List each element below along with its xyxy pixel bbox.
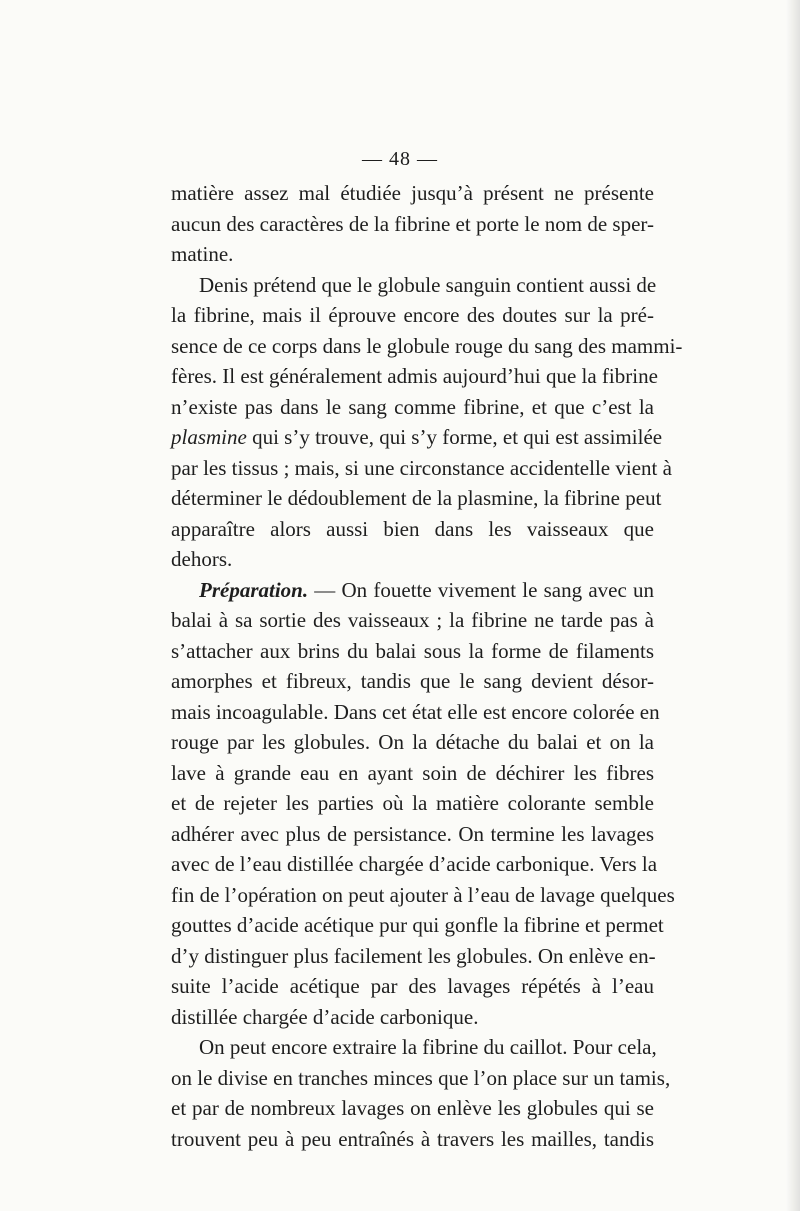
line-text: mais incoagulable. Dans cet état elle est encore colorée en	[171, 699, 660, 724]
section-heading: Préparation.	[199, 577, 309, 602]
text-line	[171, 178, 654, 209]
text-line	[171, 392, 654, 423]
text-line	[171, 727, 654, 758]
line-text: adhérer avec plus de persistance. On termine les lavages	[171, 821, 654, 846]
text-line	[171, 1093, 654, 1124]
text-line	[171, 910, 664, 941]
text-line	[171, 575, 654, 606]
line-text: On peut encore extraire la fibrine du caillot. Pour cela,	[199, 1035, 657, 1059]
text-line	[171, 758, 654, 789]
text-line	[171, 331, 683, 362]
line-text: matière assez mal étudiée jusqu’à présent ne présente	[171, 181, 654, 205]
line-text: gouttes d’acide acétique pur qui gonfle la fibrine et permet	[171, 913, 664, 937]
text-line	[171, 544, 654, 575]
text-line	[171, 239, 654, 270]
line-text: et par de nombreux lavages on enlève les globules qui se	[171, 1096, 654, 1120]
text-line	[171, 422, 663, 453]
line-text: matine.	[171, 242, 234, 266]
line-text: et de rejeter les parties où la matière colorante semble	[171, 791, 654, 815]
text-line	[171, 1063, 671, 1094]
text-line	[171, 1032, 657, 1063]
text-line	[171, 849, 658, 880]
line-text: balai à sa sortie des vaisseaux ; la fibrine ne tarde pas à	[171, 608, 654, 632]
line-text: par les tissus ; mais, si une circonstance accidentelle vient à	[171, 455, 672, 480]
line-text: qui s’y trouve, qui s’y forme, et qui est assimilée	[246, 425, 663, 449]
text-line	[171, 1002, 654, 1033]
text-line	[171, 300, 654, 331]
line-text: fin de l’opération on peut ajouter à l’eau de lavage quelques	[171, 882, 675, 907]
body-text	[171, 178, 683, 1154]
line-text: la fibrine, mais il éprouve encore des doutes sur la pré-	[171, 303, 654, 327]
text-line	[171, 361, 658, 392]
line-text: — On fouette vivement le sang avec un	[308, 577, 654, 602]
text-line	[171, 880, 675, 911]
text-line	[171, 819, 654, 850]
text-line	[171, 971, 654, 1002]
line-text: sence de ce corps dans le globule rouge du sang des mammi-	[171, 333, 683, 358]
line-text: suite l’acide acétique par des lavages répétés à l’eau	[171, 974, 654, 998]
text-line	[171, 270, 657, 301]
text-line	[171, 941, 654, 972]
line-text: n’existe pas dans le sang comme fibrine, et que c’est la	[171, 394, 654, 419]
text-line	[171, 636, 654, 667]
text-line	[171, 483, 662, 514]
line-text: lave à grande eau en ayant soin de déchirer les fibres	[171, 760, 654, 785]
line-text: amorphes et fibreux, tandis que le sang devient désor-	[171, 669, 654, 693]
text-line	[171, 697, 660, 728]
text-line	[171, 1124, 654, 1155]
line-text: apparaître alors aussi bien dans les vaisseaux que	[171, 516, 654, 541]
text-line	[171, 209, 654, 240]
text-line	[171, 605, 654, 636]
text-line	[171, 666, 654, 697]
line-text: on le divise en tranches minces que l’on place sur un tamis,	[171, 1065, 671, 1090]
line-text: Denis prétend que le globule sanguin contient aussi de	[199, 272, 657, 297]
page-number: — 48 —	[362, 148, 438, 170]
text-line	[171, 453, 672, 484]
text-line	[171, 788, 654, 819]
line-text: fères. Il est généralement admis aujourd’hui que la fibrine	[171, 364, 658, 388]
line-text: avec de l’eau distillée chargée d’acide carbonique. Vers la	[171, 852, 658, 876]
page-edge-shadow	[786, 0, 800, 1211]
line-text: rouge par les globules. On la détache du balai et on la	[171, 730, 654, 754]
line-text: dehors.	[171, 547, 233, 571]
line-text: d’y distinguer plus facilement les globules. On enlève en-	[171, 943, 656, 968]
line-text: déterminer le dédoublement de la plasmine, la fibrine peut	[171, 486, 662, 510]
line-text: aucun des caractères de la fibrine et porte le nom de sper-	[171, 211, 654, 236]
text-line	[171, 514, 654, 545]
italic-term: plasmine	[171, 425, 247, 449]
line-text: distillée chargée d’acide carbonique.	[171, 1004, 479, 1029]
line-text: s’attacher aux brins du balai sous la forme de filaments	[171, 638, 654, 663]
line-text: trouvent peu à peu entraînés à travers les mailles, tandis	[171, 1126, 654, 1151]
